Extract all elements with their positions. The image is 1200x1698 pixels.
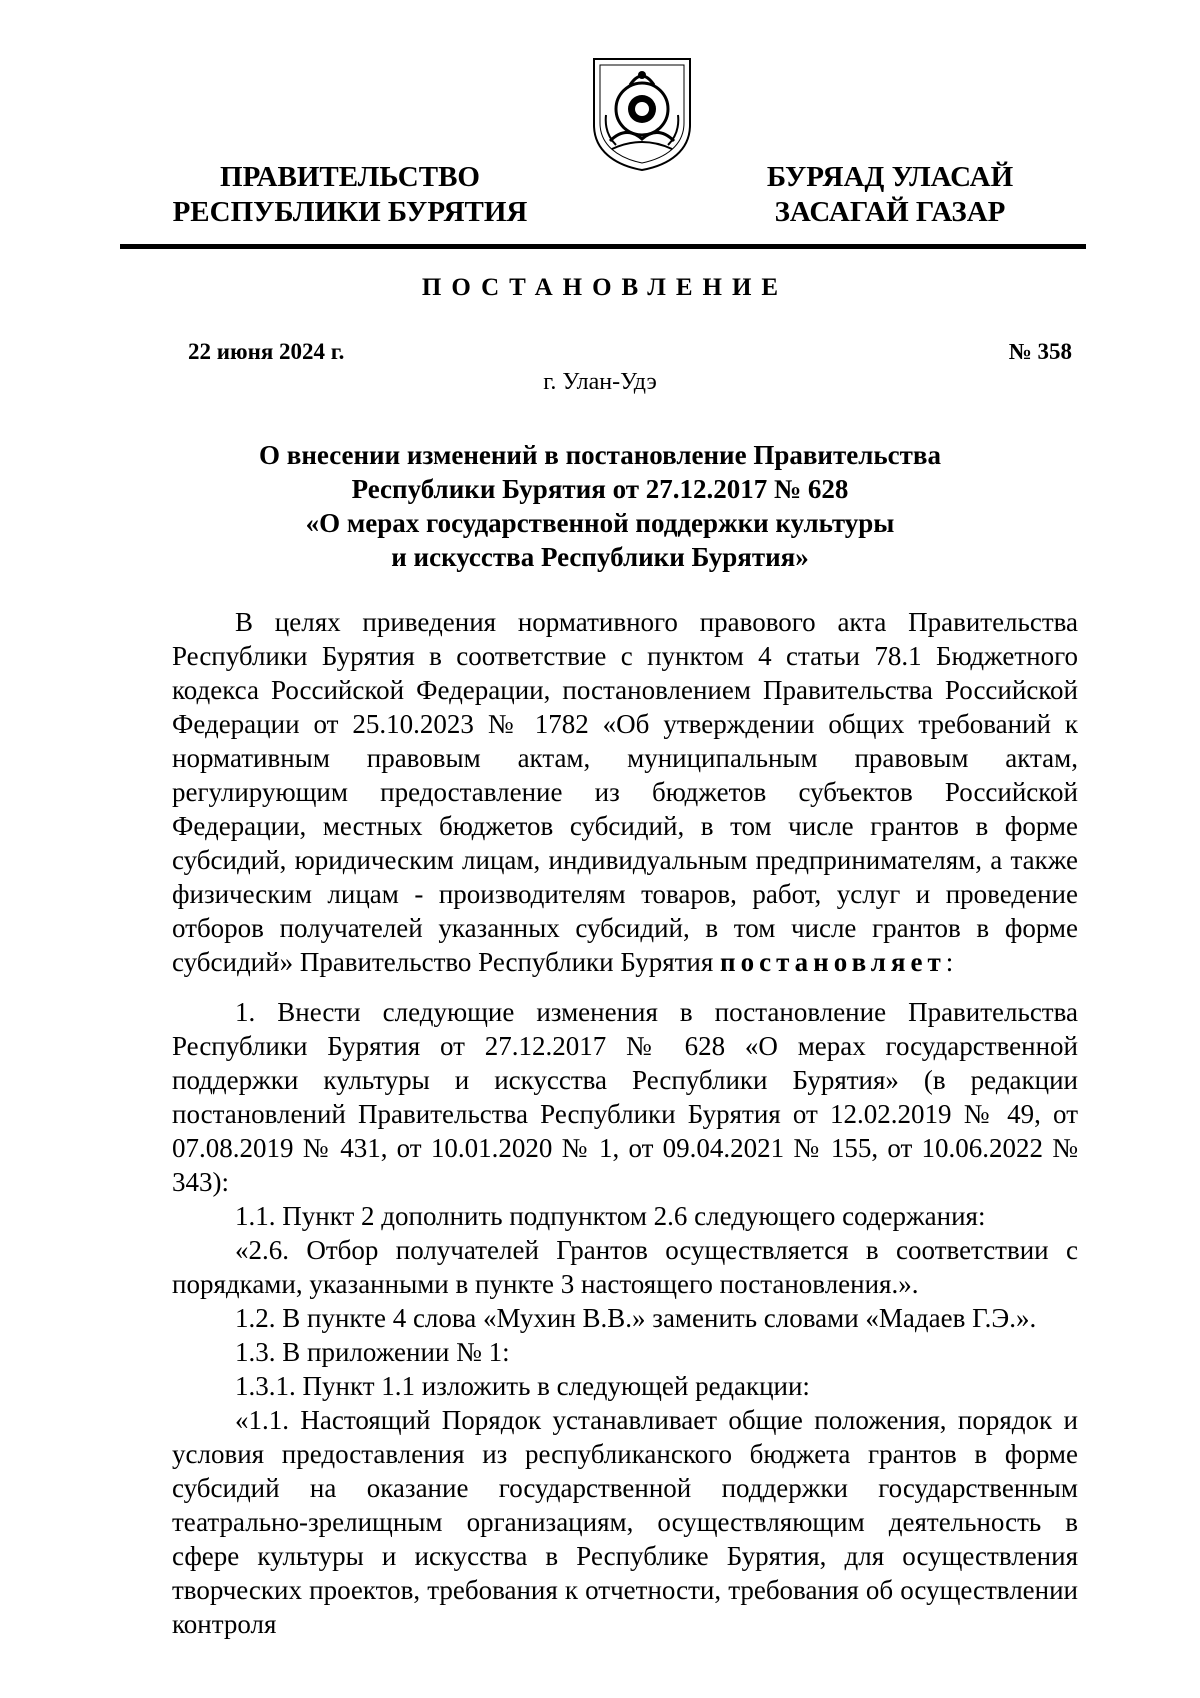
document-subject (220, 438, 980, 574)
government-name-russian (160, 160, 540, 230)
government-name-line: РЕСПУБЛИКИ БУРЯТИЯ (172, 196, 528, 228)
subject-line: «О мерах государственной поддержки культуры (305, 508, 895, 538)
body-paragraph: «1.1. Настоящий Порядок устанавливает общие положения, порядок и условия предоставления из республиканского бюджета грантов в форме субсидий на оказание государственной поддержки государственным театрально-зрелищным организациям, осуществляющим деятельность в сфере культуры и искусства в Республике Бурятия, для осуществления творческих проектов, требования к отчетности, требования об осуществлении контроля (172, 1405, 1078, 1639)
body-paragraph: 1.3. В приложении № 1: (235, 1337, 510, 1367)
preamble-paragraph (172, 605, 1078, 979)
preamble-text: В целях приведения нормативного правового акта Правительства Республики Бурятия в соответствие с пунктом 4 статьи 78.1 Бюджетного кодекса Российской Федерации, постановлением Правительства Российской Федерации от 25.10.2023 № 1782 «Об утверждении общих требований к нормативным правовым актам, муниципальным правовым актам, регулирующим предоставление из бюджетов субъектов Российской Федерации, местных бюджетов субсидий, в том числе грантов в форме субсидий, юридическим лицам, индивидуальным предпринимателям, а также физическим лицам - производителям товаров, работ, услуг и проведение отборов получателей указанных субсидий, в том числе грантов в форме субсидий» Правительство Республики Бурятия (172, 607, 1078, 977)
letterhead (0, 0, 1200, 250)
government-name-line: ПРАВИТЕЛЬСТВО (220, 161, 480, 193)
preamble-end: : (945, 947, 954, 977)
body-paragraph: «2.6. Отбор получателей Грантов осуществляется в соответствии с порядками, указанными в пункте 3 настоящего постановления.». (172, 1235, 1078, 1299)
subject-line: О внесении изменений в постановление Правительства (259, 440, 941, 470)
subject-line: и искусства Республики Бурятия» (391, 542, 809, 572)
resolves-word: постановляет (720, 947, 946, 977)
government-name-line: ЗАСАГАЙ ГАЗАР (774, 196, 1006, 228)
header-divider (120, 244, 1086, 249)
document-body (172, 605, 1078, 1641)
coat-of-arms-icon (590, 55, 694, 173)
document-date: 22 июня 2024 г. (188, 339, 345, 364)
subject-line: Республики Бурятия от 27.12.2017 № 628 (351, 474, 849, 504)
document-number: № 358 (1008, 339, 1072, 364)
government-name-line: БУРЯАД УЛАСАЙ (766, 161, 1014, 193)
document-title: ПОСТАНОВЛЕНИЕ (421, 274, 789, 301)
document-city: г. Улан-Удэ (543, 369, 657, 395)
body-paragraph: 1.2. В пункте 4 слова «Мухин В.В.» заменить словами «Мадаев Г.Э.». (235, 1303, 1037, 1333)
body-paragraph: 1.1. Пункт 2 дополнить подпунктом 2.6 следующего содержания: (235, 1201, 986, 1231)
government-name-buryat (740, 160, 1040, 230)
body-paragraph: 1.3.1. Пункт 1.1 изложить в следующей редакции: (235, 1371, 810, 1401)
body-paragraph: 1. Внести следующие изменения в постановление Правительства Республики Бурятия от 27.12.2017 № 628 «О мерах государственной поддержки культуры и искусства Республики Бурятия» (в редакции постановлений Правительства Республики Бурятия от 12.02.2019 № 49, от 07.08.2019 № 431, от 10.01.2020 № 1, от 09.04.2021 № 155, от 10.06.2022 № 343): (172, 997, 1078, 1197)
